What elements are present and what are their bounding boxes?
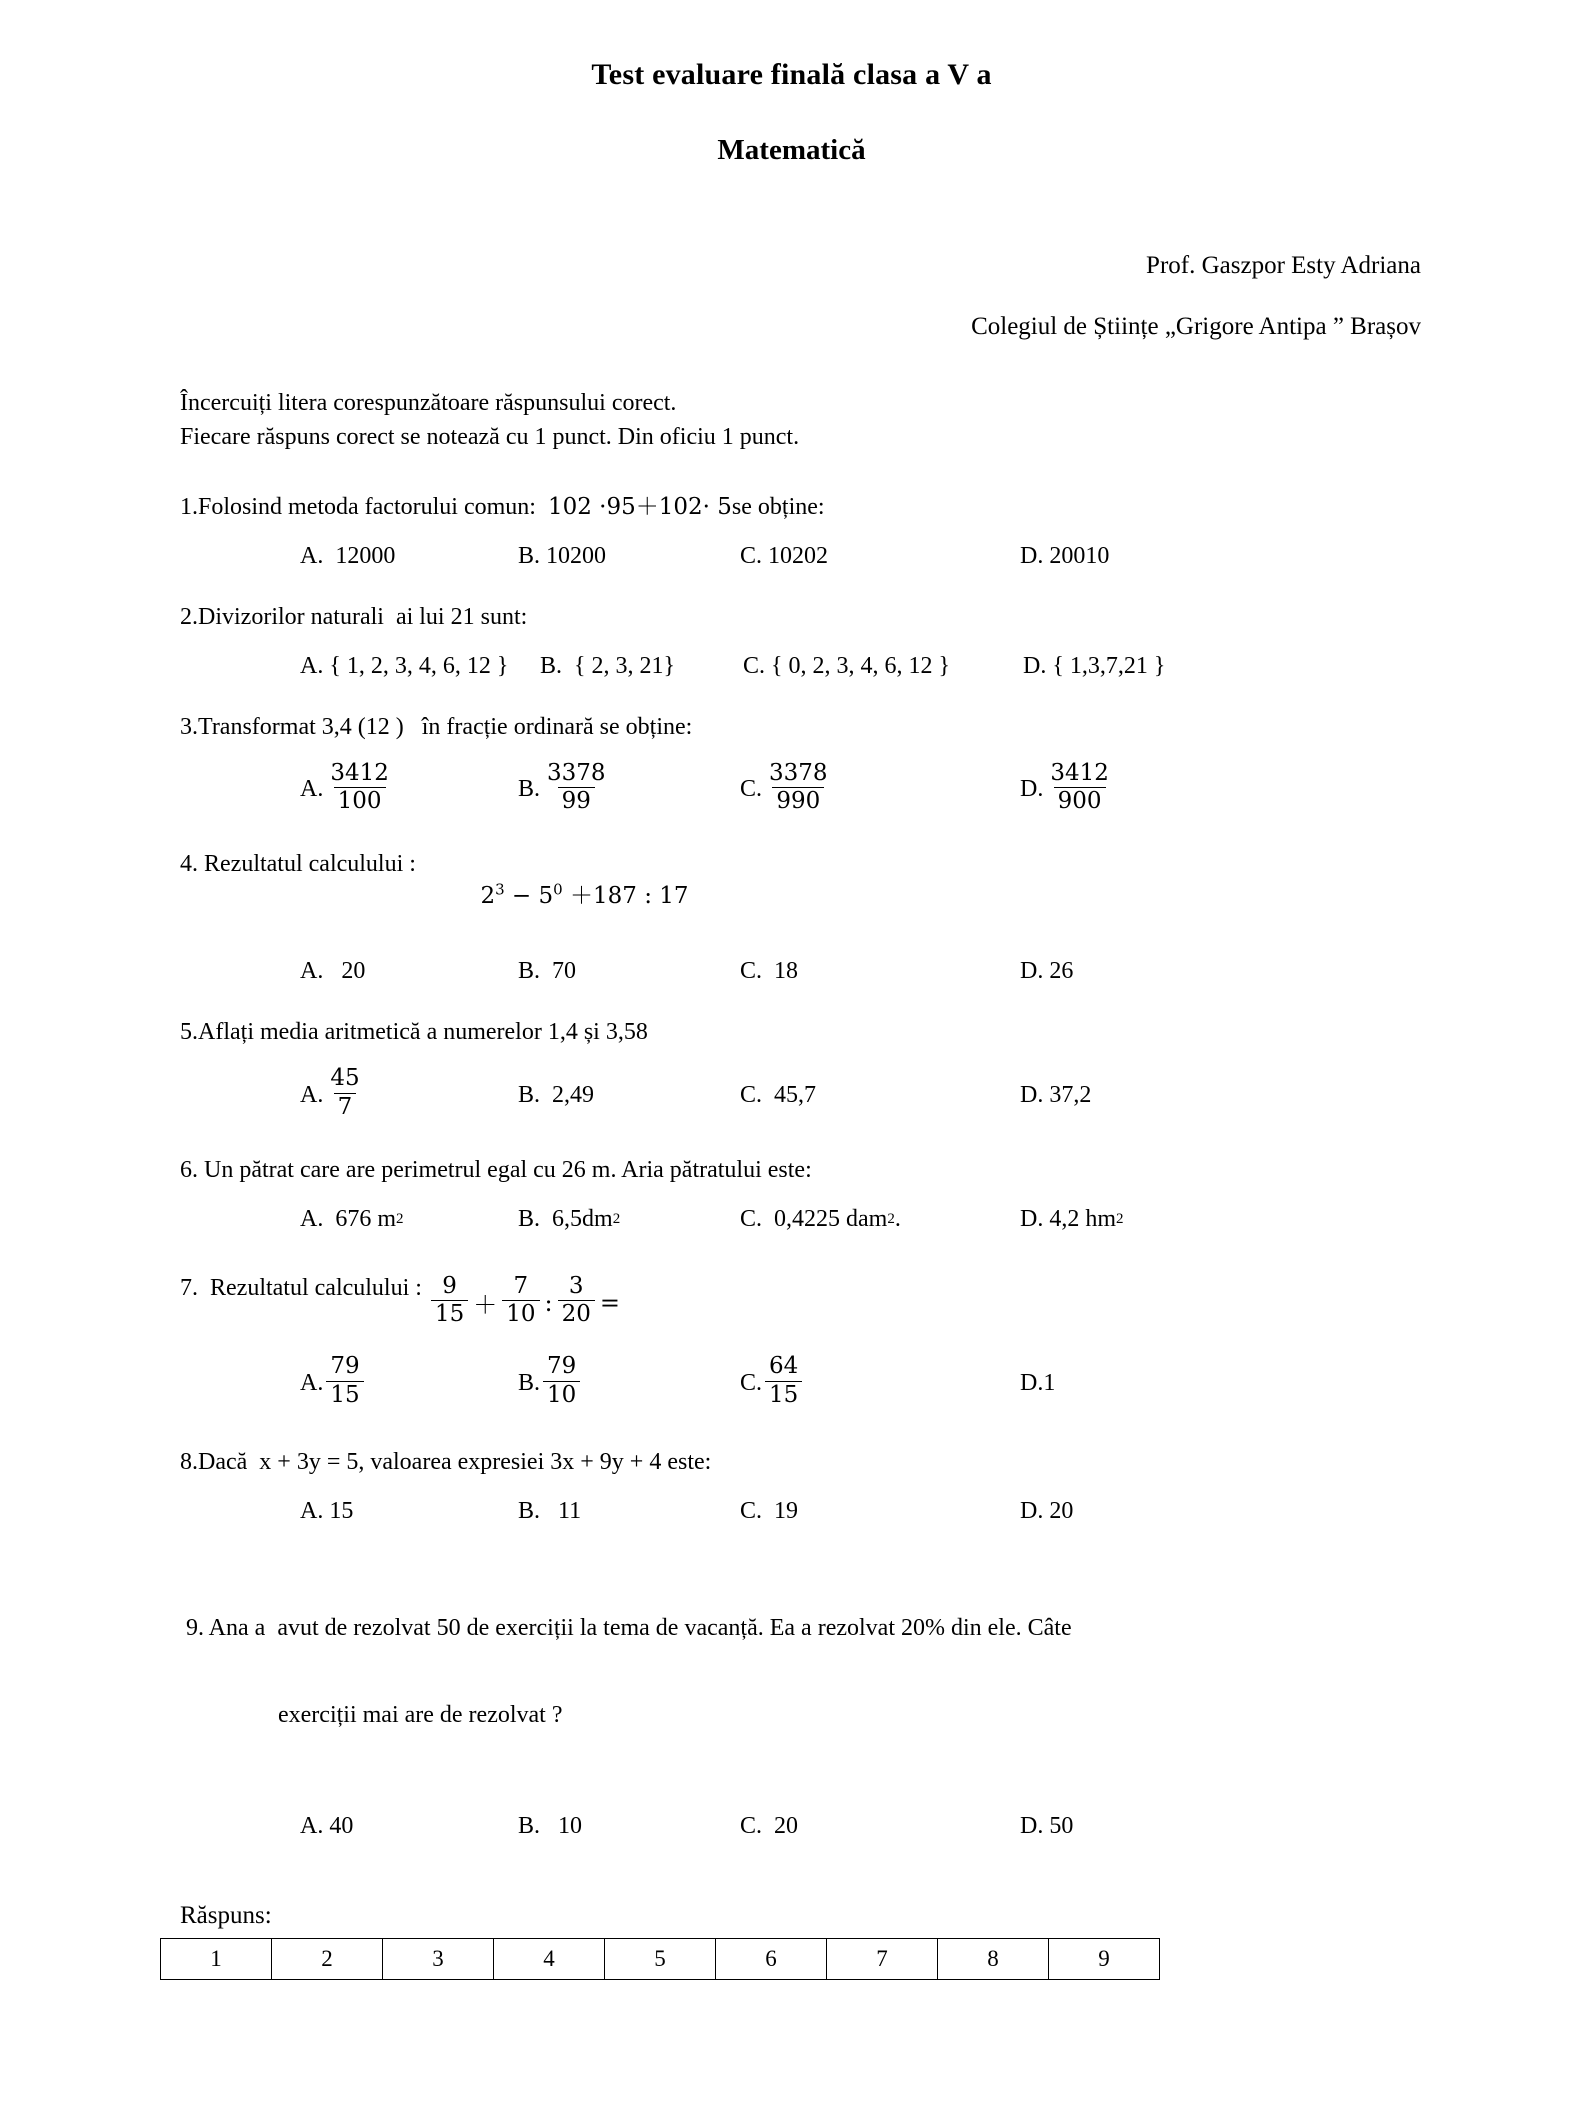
fraction-5-A: $\frac{45}{7}$ — [330, 1065, 360, 1120]
question-5-text — [180, 1019, 1583, 1046]
question-9-text — [180, 1561, 1583, 1783]
option-1-B[interactable]: B. 10200 — [518, 542, 607, 569]
fraction-7-expr-1: $\frac{9}{15}$ — [431, 1274, 468, 1329]
answer-cell-5[interactable]: 5 — [605, 1938, 716, 1979]
question-6-options — [180, 1206, 1583, 1233]
document-page — [0, 58, 1583, 2106]
option-9-A[interactable]: A. 40 — [300, 1812, 354, 1839]
option-8-A[interactable]: A. 15 — [300, 1497, 354, 1524]
fraction-3-D: $\frac{3412}{900}$ — [1050, 759, 1109, 815]
question-8-prompt: 8.Dacă x + 3y = 5, valoarea expresiei 3x + 9y + 4 este: — [180, 1448, 712, 1475]
option-9-D[interactable]: D. 50 — [1020, 1812, 1074, 1839]
answer-cell-4[interactable]: 4 — [494, 1938, 605, 1979]
option-2-B[interactable]: B. { 2, 3, 21} — [540, 652, 676, 679]
question-5-options — [180, 1065, 1583, 1123]
option-3-B[interactable]: B. $\frac{3378}{99}$ — [518, 763, 740, 818]
option-8-C[interactable]: C. 19 — [740, 1497, 799, 1524]
option-4-D[interactable]: D. 26 — [1020, 958, 1074, 985]
question-2-options — [180, 653, 1583, 680]
question-9-prompt-line-1: 9. Ana a avut de rezolvat 50 de exerciții la tema de vacanță. Ea a rezolvat 20% din ele. Câte — [180, 1614, 1072, 1641]
fraction-7-B: $\frac{79}{10}$ — [543, 1354, 580, 1409]
question-2-text — [180, 604, 1583, 631]
question-1-prompt-after: se obține: — [731, 493, 825, 520]
author-block — [0, 252, 1583, 342]
question-7-expression — [428, 1272, 622, 1331]
fraction-3-A: $\frac{3412}{100}$ — [330, 759, 389, 815]
operator-plus: ＋ — [473, 1291, 498, 1320]
answer-cell-2[interactable]: 2 — [272, 1938, 383, 1979]
question-7-options — [180, 1353, 1583, 1411]
answer-cell-6[interactable]: 6 — [716, 1938, 827, 1979]
question-4-prompt: 4. Rezultatul calculului : — [180, 851, 422, 878]
option-6-A[interactable]: A. 676 m 2 — [300, 1205, 404, 1232]
fraction-7-expr-3: $\frac{3}{20}$ — [558, 1274, 595, 1329]
option-1-C[interactable]: C. 10202 — [740, 542, 829, 569]
question-3-prompt: 3.Transformat 3,4 (12 ) în fracție ordinară se obține: — [180, 713, 693, 740]
answers-label: Răspuns: — [180, 1901, 272, 1929]
operator-equals: = — [599, 1288, 620, 1317]
page-subtitle: Matematică — [717, 134, 866, 166]
option-8-D[interactable]: D. 20 — [1020, 1497, 1074, 1524]
question-7-text — [180, 1272, 1583, 1331]
option-8-B[interactable]: B. 11 — [518, 1497, 582, 1524]
option-2-A[interactable]: A. { 1, 2, 3, 4, 6, 12 } — [300, 652, 509, 679]
option-5-C[interactable]: C. 45,7 — [740, 1081, 817, 1108]
option-7-D[interactable]: D.1 — [1020, 1369, 1056, 1396]
option-1-D[interactable]: D. 20010 — [1020, 542, 1110, 569]
answer-cell-3[interactable]: 3 — [383, 1938, 494, 1979]
answers-table — [160, 1938, 1160, 1980]
option-9-C[interactable]: C. 20 — [740, 1812, 799, 1839]
option-7-C[interactable]: C. $\frac{64}{15}$ — [740, 1356, 1020, 1411]
question-1-options — [180, 543, 1583, 570]
option-5-B[interactable]: B. 2,49 — [518, 1081, 595, 1108]
question-4-text — [180, 851, 1583, 936]
answer-cell-7[interactable]: 7 — [827, 1938, 938, 1979]
option-5-A[interactable]: A. $\frac{45}{7}$ — [300, 1068, 518, 1123]
option-4-B[interactable]: B. 70 — [518, 958, 577, 985]
option-4-C[interactable]: C. 18 — [740, 958, 799, 985]
questions-block — [0, 488, 1583, 1840]
option-2-C[interactable]: C. { 0, 2, 3, 4, 6, 12 } — [743, 652, 951, 679]
question-3-options — [180, 759, 1583, 818]
table-row — [161, 1938, 1160, 1979]
question-9-prompt-line-2: exerciții mai are de rezolvat ? — [278, 1701, 563, 1728]
school-name: Colegiul de Științe „Grigore Antipa ” Brașov — [971, 312, 1421, 340]
question-1-text — [180, 488, 1583, 521]
option-4-A[interactable]: A. 20 — [300, 958, 366, 985]
option-3-A[interactable]: A. $\frac{3412}{100}$ — [300, 763, 518, 818]
option-7-B[interactable]: B. $\frac{79}{10}$ — [518, 1356, 740, 1411]
option-3-D[interactable]: D. $\frac{3412}{900}$ — [1020, 763, 1116, 818]
option-2-D[interactable]: D. { 1,3,7,21 } — [1023, 652, 1166, 679]
option-6-B[interactable]: B. 6,5dm 2 — [518, 1205, 621, 1232]
question-6-prompt: 6. Un pătrat care are perimetrul egal cu 26 m. Aria pătratului este: — [180, 1156, 812, 1183]
fraction-7-A: $\frac{79}{15}$ — [326, 1354, 363, 1409]
answer-cell-9[interactable]: 9 — [1049, 1938, 1160, 1979]
question-1-expression: 102 ·95＋102· 5 — [547, 493, 732, 520]
page-title: Test evaluare finală clasa a V a — [591, 58, 992, 91]
operator-divide: : — [544, 1288, 553, 1317]
fraction-7-expr-2: $\frac{7}{10}$ — [502, 1274, 539, 1329]
fraction-3-B: $\frac{3378}{99}$ — [547, 759, 606, 815]
question-1-prompt: 1.Folosind metoda factorului comun: — [180, 493, 548, 520]
answer-cell-1[interactable]: 1 — [161, 1938, 272, 1979]
option-1-A[interactable]: A. 12000 — [300, 542, 396, 569]
fraction-7-C: $\frac{64}{15}$ — [765, 1354, 802, 1409]
option-6-D[interactable]: D. 4,2 hm 2 — [1020, 1205, 1124, 1232]
option-6-C[interactable]: C. 0,4225 dam 2 . — [740, 1205, 901, 1232]
author-name: Prof. Gaszpor Esty Adriana — [1146, 252, 1421, 279]
option-7-A[interactable]: A. $\frac{79}{15}$ — [300, 1356, 518, 1411]
question-4-expression: $2^3 - 5^0 +187$ : 17 — [480, 880, 689, 910]
question-2-prompt: 2.Divizorilor naturali ai lui 21 sunt: — [180, 603, 528, 630]
question-5-prompt: 5.Aflați media aritmetică a numerelor 1,4 și 3,58 — [180, 1019, 648, 1046]
answer-cell-8[interactable]: 8 — [938, 1938, 1049, 1979]
option-9-B[interactable]: B. 10 — [518, 1812, 583, 1839]
option-3-C[interactable]: C. $\frac{3378}{990}$ — [740, 763, 1020, 818]
instruction-line-1: Încercuiți litera corespunzătoare răspunsului corect. — [180, 389, 677, 416]
question-9-options — [180, 1813, 1583, 1840]
option-5-D[interactable]: D. 37,2 — [1020, 1081, 1092, 1108]
question-8-text — [180, 1449, 1583, 1476]
instructions — [0, 386, 1583, 454]
question-4-options — [180, 958, 1583, 985]
question-3-text — [180, 714, 1583, 741]
fraction-3-C: $\frac{3378}{990}$ — [769, 759, 828, 815]
question-6-text — [180, 1157, 1583, 1184]
question-7-prompt: 7. Rezultatul calculului : — [180, 1274, 428, 1301]
instruction-line-2: Fiecare răspuns corect se notează cu 1 punct. Din oficiu 1 punct. — [180, 423, 800, 450]
question-8-options — [180, 1498, 1583, 1525]
